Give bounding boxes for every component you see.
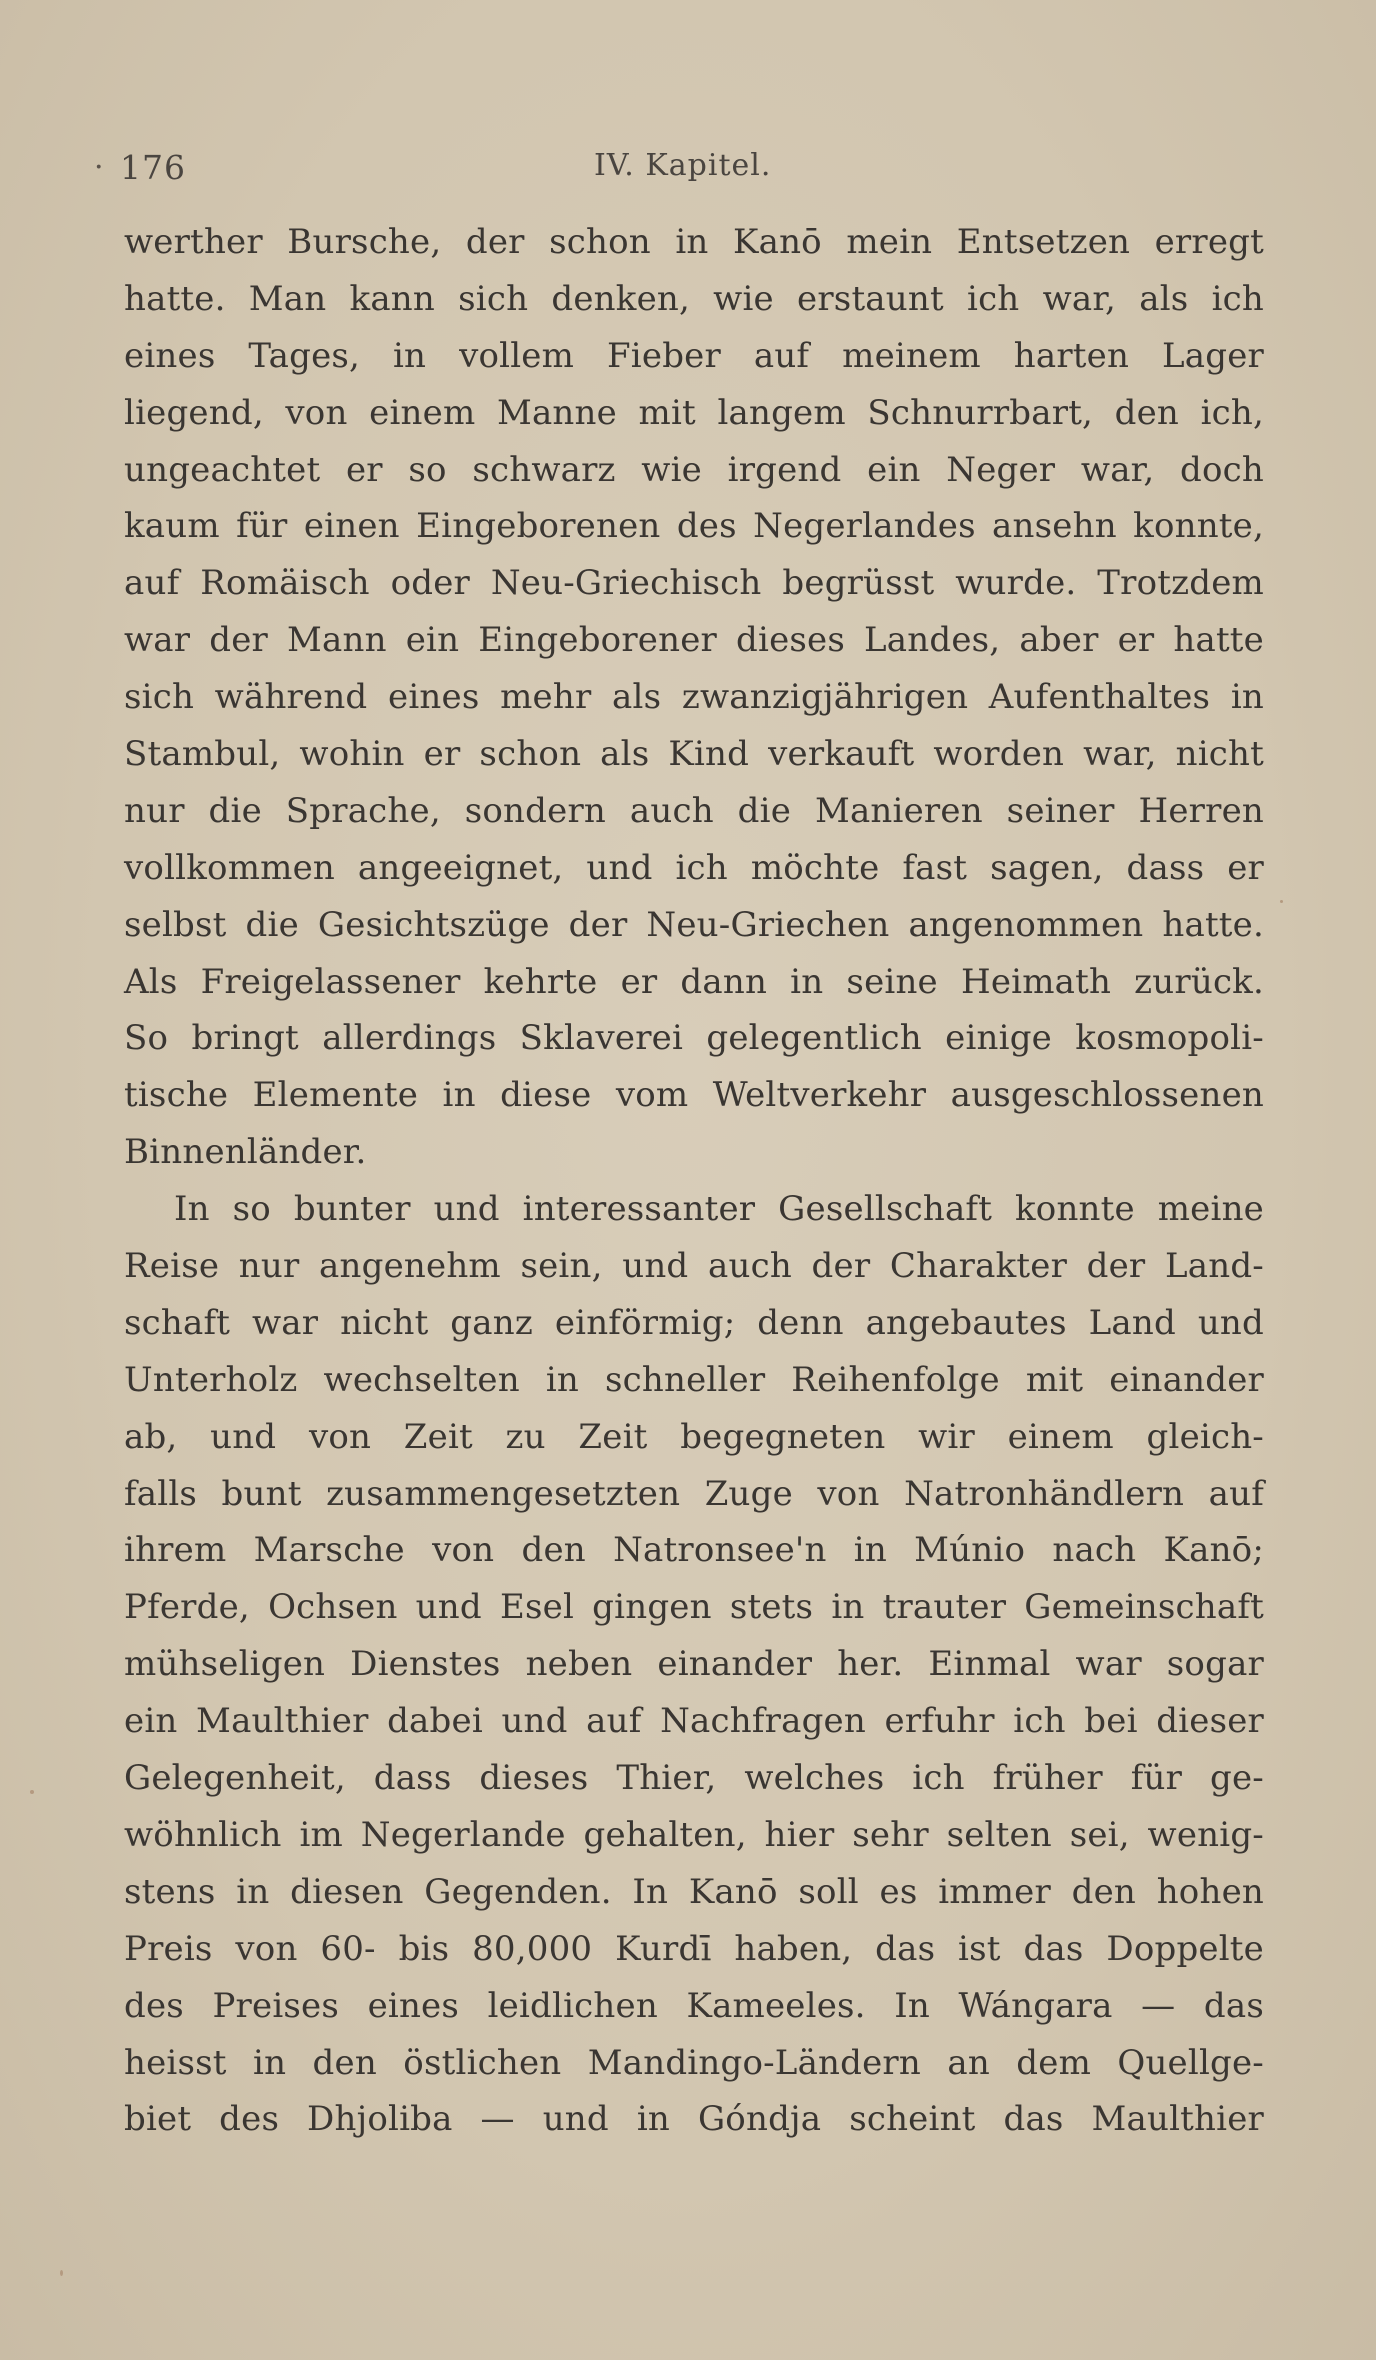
text-line: sich während eines mehr als zwanzigjährigen Aufenthaltes in — [124, 677, 1264, 718]
text-line: Binnenländer. — [124, 1132, 367, 1173]
text-line: werther Bursche, der schon in Kanō mein Entsetzen erregt — [124, 222, 1264, 262]
page-number: 176 — [120, 148, 186, 187]
paper-speck — [1280, 900, 1283, 903]
text-line: kaum für einen Eingeborenen des Negerlandes ansehn konnte, — [124, 506, 1264, 547]
text-line: Unterholz wechselten in schneller Reihenfolge mit einander — [124, 1359, 1264, 1400]
paragraph-1 — [124, 214, 1264, 1181]
text-line: eines Tages, in vollem Fieber auf meinem harten Lager — [124, 335, 1264, 376]
text-line: biet des Dhjoliba — und in Góndja scheint das Maulthier — [124, 2099, 1264, 2140]
text-line: nur die Sprache, sondern auch die Manieren seiner Herren — [124, 790, 1264, 831]
text-line: des Preises eines leidlichen Kameeles. In Wángara — das — [124, 1985, 1264, 2026]
text-line: hatte. Man kann sich denken, wie erstaunt ich war, als ich — [124, 278, 1264, 319]
chapter-title: IV. Kapitel. — [594, 148, 772, 183]
text-line: schaft war nicht ganz einförmig; denn angebautes Land und — [124, 1302, 1264, 1343]
text-line: ungeachtet er so schwarz wie irgend ein Neger war, doch — [124, 449, 1264, 490]
text-line: selbst die Gesichtszüge der Neu-Griechen angenommen hatte. — [124, 904, 1264, 945]
margin-marker: · — [94, 150, 104, 185]
text-line: Pferde, Ochsen und Esel gingen stets in trauter Gemeinschaft — [124, 1587, 1264, 1628]
text-line: vollkommen angeeignet, und ich möchte fast sagen, dass er — [124, 847, 1264, 888]
text-line: In so bunter und interessanter Gesellschaft konnte meine — [174, 1189, 1264, 1230]
text-line: tische Elemente in diese vom Weltverkehr ausgeschlossenen — [124, 1075, 1264, 1116]
text-line: ab, und von Zeit zu Zeit begegneten wir einem gleich- — [124, 1416, 1264, 1457]
text-line: wöhnlich im Negerlande gehalten, hier sehr selten sei, wenig- — [124, 1814, 1264, 1855]
text-line: Gelegenheit, dass dieses Thier, welches ich früher für ge- — [124, 1758, 1264, 1799]
text-line: falls bunt zusammengesetzten Zuge von Natronhändlern auf — [124, 1473, 1264, 1514]
text-line: liegend, von einem Manne mit langem Schnurrbart, den ich, — [124, 392, 1264, 433]
text-line: So bringt allerdings Sklaverei gelegentlich einige kosmopoli- — [124, 1018, 1264, 1059]
text-line: mühseligen Dienstes neben einander her. Einmal war sogar — [124, 1644, 1264, 1685]
text-line: ein Maulthier dabei und auf Nachfragen erfuhr ich bei dieser — [124, 1701, 1264, 1742]
text-line: Preis von 60- bis 80,000 Kurdī haben, das ist das Doppelte — [124, 1928, 1264, 1969]
paper-speck — [30, 1790, 34, 1794]
text-line: Reise nur angenehm sein, und auch der Charakter der Land- — [124, 1246, 1264, 1287]
text-line: stens in diesen Gegenden. In Kanō soll es immer den hohen — [124, 1871, 1264, 1912]
text-line: Als Freigelassener kehrte er dann in seine Heimath zurück. — [124, 961, 1264, 1002]
text-line: war der Mann ein Eingeborener dieses Landes, aber er hatte — [124, 620, 1264, 661]
text-line: heisst in den östlichen Mandingo-Ländern an dem Quellge- — [124, 2042, 1264, 2083]
paper-speck — [60, 2270, 63, 2276]
text-line: Stambul, wohin er schon als Kind verkauft worden war, nicht — [124, 734, 1264, 775]
text-line: ihrem Marsche von den Natronsee'n in Múnio nach Kanō; — [124, 1530, 1264, 1571]
running-head — [94, 140, 1264, 190]
body-text — [124, 214, 1264, 2148]
paragraph-2 — [124, 1181, 1264, 2148]
text-line: auf Romäisch oder Neu-Griechisch begrüsst wurde. Trotzdem — [124, 563, 1264, 604]
